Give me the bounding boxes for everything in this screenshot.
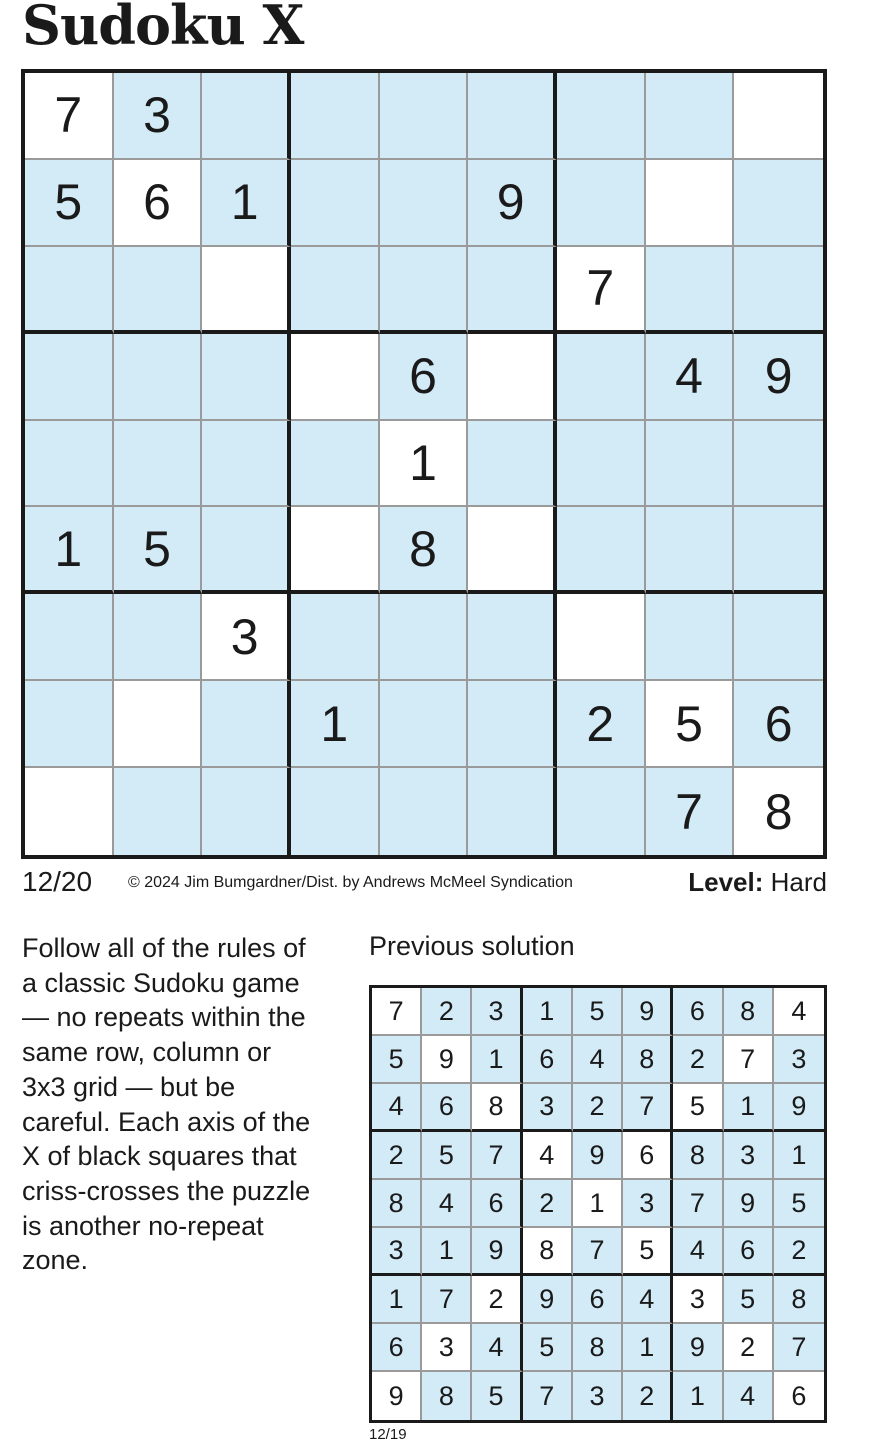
solution-cell: 4 (724, 1372, 774, 1420)
puzzle-cell[interactable] (380, 594, 469, 681)
puzzle-cell: 5 (646, 681, 735, 768)
puzzle-cell[interactable] (291, 421, 380, 508)
puzzle-cell[interactable] (202, 73, 291, 160)
puzzle-cell[interactable] (646, 594, 735, 681)
puzzle-cell[interactable] (380, 768, 469, 855)
puzzle-cell[interactable] (291, 507, 380, 594)
puzzle-cell[interactable] (114, 681, 203, 768)
puzzle-cell[interactable] (114, 768, 203, 855)
solution-cell: 3 (422, 1324, 472, 1372)
puzzle-cell: 2 (557, 681, 646, 768)
puzzle-cell[interactable] (468, 334, 557, 421)
solution-cell: 5 (774, 1180, 824, 1228)
puzzle-cell[interactable] (734, 507, 823, 594)
solution-cell: 7 (774, 1324, 824, 1372)
puzzle-cell[interactable] (202, 768, 291, 855)
solution-cell: 7 (472, 1132, 522, 1180)
puzzle-cell: 6 (380, 334, 469, 421)
solution-cell: 5 (673, 1084, 723, 1132)
puzzle-cell: 1 (25, 507, 114, 594)
solution-cell: 1 (372, 1276, 422, 1324)
solution-cell: 8 (372, 1180, 422, 1228)
puzzle-cell[interactable] (25, 421, 114, 508)
solution-cell: 7 (422, 1276, 472, 1324)
puzzle-date: 12/20 (22, 866, 93, 897)
solution-cell: 2 (673, 1036, 723, 1084)
puzzle-cell: 3 (114, 73, 203, 160)
puzzle-cell: 7 (25, 73, 114, 160)
solution-cell: 5 (523, 1324, 573, 1372)
puzzle-cell: 3 (202, 594, 291, 681)
solution-cell: 9 (774, 1084, 824, 1132)
solution-cell: 7 (623, 1084, 673, 1132)
solution-cell: 3 (623, 1180, 673, 1228)
puzzle-cell[interactable] (25, 768, 114, 855)
solution-cell: 1 (724, 1084, 774, 1132)
solution-cell: 2 (523, 1180, 573, 1228)
solution-cell: 4 (523, 1132, 573, 1180)
puzzle-cell[interactable] (291, 594, 380, 681)
solution-cell: 9 (623, 988, 673, 1036)
puzzle-title: Sudoku X (22, 0, 304, 57)
puzzle-cell: 1 (291, 681, 380, 768)
puzzle-cell[interactable] (291, 247, 380, 334)
puzzle-cell[interactable] (202, 507, 291, 594)
solution-cell: 6 (623, 1132, 673, 1180)
puzzle-cell[interactable] (468, 594, 557, 681)
puzzle-cell: 7 (557, 247, 646, 334)
solution-cell: 4 (623, 1276, 673, 1324)
solution-cell: 1 (422, 1228, 472, 1276)
puzzle-cell[interactable] (291, 73, 380, 160)
solution-cell: 5 (472, 1372, 522, 1420)
puzzle-cell[interactable] (468, 247, 557, 334)
puzzle-cell[interactable] (202, 334, 291, 421)
puzzle-cell: 9 (468, 160, 557, 247)
puzzle-cell[interactable] (25, 594, 114, 681)
level-value: Hard (770, 867, 827, 897)
solution-cell: 8 (523, 1228, 573, 1276)
puzzle-cell[interactable] (202, 421, 291, 508)
previous-solution-label: Previous solution (369, 931, 575, 961)
solution-cell: 2 (623, 1372, 673, 1420)
puzzle-cell[interactable] (380, 160, 469, 247)
solution-cell: 8 (623, 1036, 673, 1084)
solution-cell: 7 (372, 988, 422, 1036)
puzzle-cell[interactable] (557, 160, 646, 247)
solution-cell: 2 (724, 1324, 774, 1372)
solution-cell: 7 (573, 1228, 623, 1276)
puzzle-cell[interactable] (202, 681, 291, 768)
solution-cell: 9 (523, 1276, 573, 1324)
solution-cell: 6 (523, 1036, 573, 1084)
solution-cell: 1 (573, 1180, 623, 1228)
solution-cell: 3 (724, 1132, 774, 1180)
solution-cell: 6 (573, 1276, 623, 1324)
puzzle-cell[interactable] (25, 334, 114, 421)
solution-cell: 5 (573, 988, 623, 1036)
solution-cell: 2 (422, 988, 472, 1036)
solution-cell: 9 (422, 1036, 472, 1084)
solution-cell: 7 (673, 1180, 723, 1228)
puzzle-cell: 1 (380, 421, 469, 508)
puzzle-cell[interactable] (114, 247, 203, 334)
puzzle-cell[interactable] (468, 768, 557, 855)
solution-cell: 4 (774, 988, 824, 1036)
solution-cell: 1 (472, 1036, 522, 1084)
solution-cell: 4 (422, 1180, 472, 1228)
puzzle-cell[interactable] (646, 247, 735, 334)
puzzle-cell[interactable] (380, 73, 469, 160)
puzzle-cell[interactable] (557, 421, 646, 508)
solution-cell: 1 (673, 1372, 723, 1420)
puzzle-cell[interactable] (468, 73, 557, 160)
solution-cell: 2 (372, 1132, 422, 1180)
puzzle-cell[interactable] (734, 73, 823, 160)
solution-cell: 8 (724, 988, 774, 1036)
solution-cell: 6 (372, 1324, 422, 1372)
puzzle-cell[interactable] (557, 507, 646, 594)
solution-cell: 5 (724, 1276, 774, 1324)
solution-cell: 3 (472, 988, 522, 1036)
puzzle-cell: 1 (202, 160, 291, 247)
solution-cell: 5 (422, 1132, 472, 1180)
solution-cell: 3 (774, 1036, 824, 1084)
puzzle-cell[interactable] (114, 421, 203, 508)
solution-cell: 5 (372, 1036, 422, 1084)
solution-cell: 3 (573, 1372, 623, 1420)
solution-cell: 7 (724, 1036, 774, 1084)
sudoku-puzzle-grid (21, 69, 827, 859)
puzzle-cell[interactable] (557, 768, 646, 855)
puzzle-cell[interactable] (25, 247, 114, 334)
solution-cell: 4 (673, 1228, 723, 1276)
puzzle-cell[interactable] (646, 160, 735, 247)
solution-cell: 4 (573, 1036, 623, 1084)
solution-cell: 6 (724, 1228, 774, 1276)
solution-cell: 9 (673, 1324, 723, 1372)
puzzle-cell[interactable] (25, 681, 114, 768)
solution-cell: 1 (774, 1132, 824, 1180)
puzzle-cell[interactable] (734, 594, 823, 681)
difficulty-level (688, 867, 827, 898)
puzzle-cell: 9 (734, 334, 823, 421)
puzzle-cell[interactable] (557, 594, 646, 681)
solution-cell: 6 (774, 1372, 824, 1420)
puzzle-cell[interactable] (291, 334, 380, 421)
puzzle-cell[interactable] (202, 247, 291, 334)
solution-cell: 7 (523, 1372, 573, 1420)
puzzle-cell: 8 (380, 507, 469, 594)
puzzle-cell[interactable] (114, 334, 203, 421)
solution-cell: 8 (472, 1084, 522, 1132)
puzzle-cell: 5 (25, 160, 114, 247)
puzzle-cell[interactable] (734, 421, 823, 508)
puzzle-cell[interactable] (380, 247, 469, 334)
solution-cell: 3 (372, 1228, 422, 1276)
solution-cell: 8 (422, 1372, 472, 1420)
puzzle-cell[interactable] (114, 594, 203, 681)
solution-cell: 3 (523, 1084, 573, 1132)
solution-cell: 4 (472, 1324, 522, 1372)
puzzle-cell[interactable] (557, 73, 646, 160)
puzzle-cell: 5 (114, 507, 203, 594)
puzzle-cell[interactable] (734, 247, 823, 334)
puzzle-cell[interactable] (468, 421, 557, 508)
solution-cell: 8 (573, 1324, 623, 1372)
solution-cell: 5 (623, 1228, 673, 1276)
solution-cell: 6 (472, 1180, 522, 1228)
copyright-notice: © 2024 Jim Bumgardner/Dist. by Andrews McMeel Syndication (128, 874, 573, 891)
solution-cell: 6 (673, 988, 723, 1036)
puzzle-cell[interactable] (557, 334, 646, 421)
solution-cell: 2 (573, 1084, 623, 1132)
puzzle-cell: 4 (646, 334, 735, 421)
solution-cell: 9 (573, 1132, 623, 1180)
puzzle-cell: 8 (734, 768, 823, 855)
puzzle-cell[interactable] (468, 681, 557, 768)
solution-cell: 2 (774, 1228, 824, 1276)
puzzle-cell[interactable] (380, 681, 469, 768)
solution-cell: 1 (523, 988, 573, 1036)
puzzle-cell[interactable] (646, 73, 735, 160)
puzzle-cell[interactable] (291, 160, 380, 247)
puzzle-cell[interactable] (468, 507, 557, 594)
solution-cell: 4 (372, 1084, 422, 1132)
previous-solution-date: 12/19 (369, 1426, 407, 1443)
solution-cell: 9 (372, 1372, 422, 1420)
puzzle-cell: 7 (646, 768, 735, 855)
puzzle-cell: 6 (114, 160, 203, 247)
solution-cell: 8 (774, 1276, 824, 1324)
puzzle-cell: 6 (734, 681, 823, 768)
puzzle-cell[interactable] (646, 421, 735, 508)
solution-cell: 6 (422, 1084, 472, 1132)
solution-cell: 2 (472, 1276, 522, 1324)
solution-cell: 8 (673, 1132, 723, 1180)
solution-cell: 9 (472, 1228, 522, 1276)
puzzle-cell[interactable] (734, 160, 823, 247)
rules-text: Follow all of the rules of a classic Sudoku game — no repeats within the same row, column or 3x3 grid — but be careful. Each axis of the X of black squares that criss-crosses the puzzle is another no-repeat zone. (22, 933, 311, 1276)
previous-solution-grid (369, 985, 827, 1423)
solution-cell: 9 (724, 1180, 774, 1228)
solution-cell: 3 (673, 1276, 723, 1324)
puzzle-cell[interactable] (646, 507, 735, 594)
puzzle-cell[interactable] (291, 768, 380, 855)
level-label: Level: (688, 867, 764, 897)
solution-cell: 1 (623, 1324, 673, 1372)
